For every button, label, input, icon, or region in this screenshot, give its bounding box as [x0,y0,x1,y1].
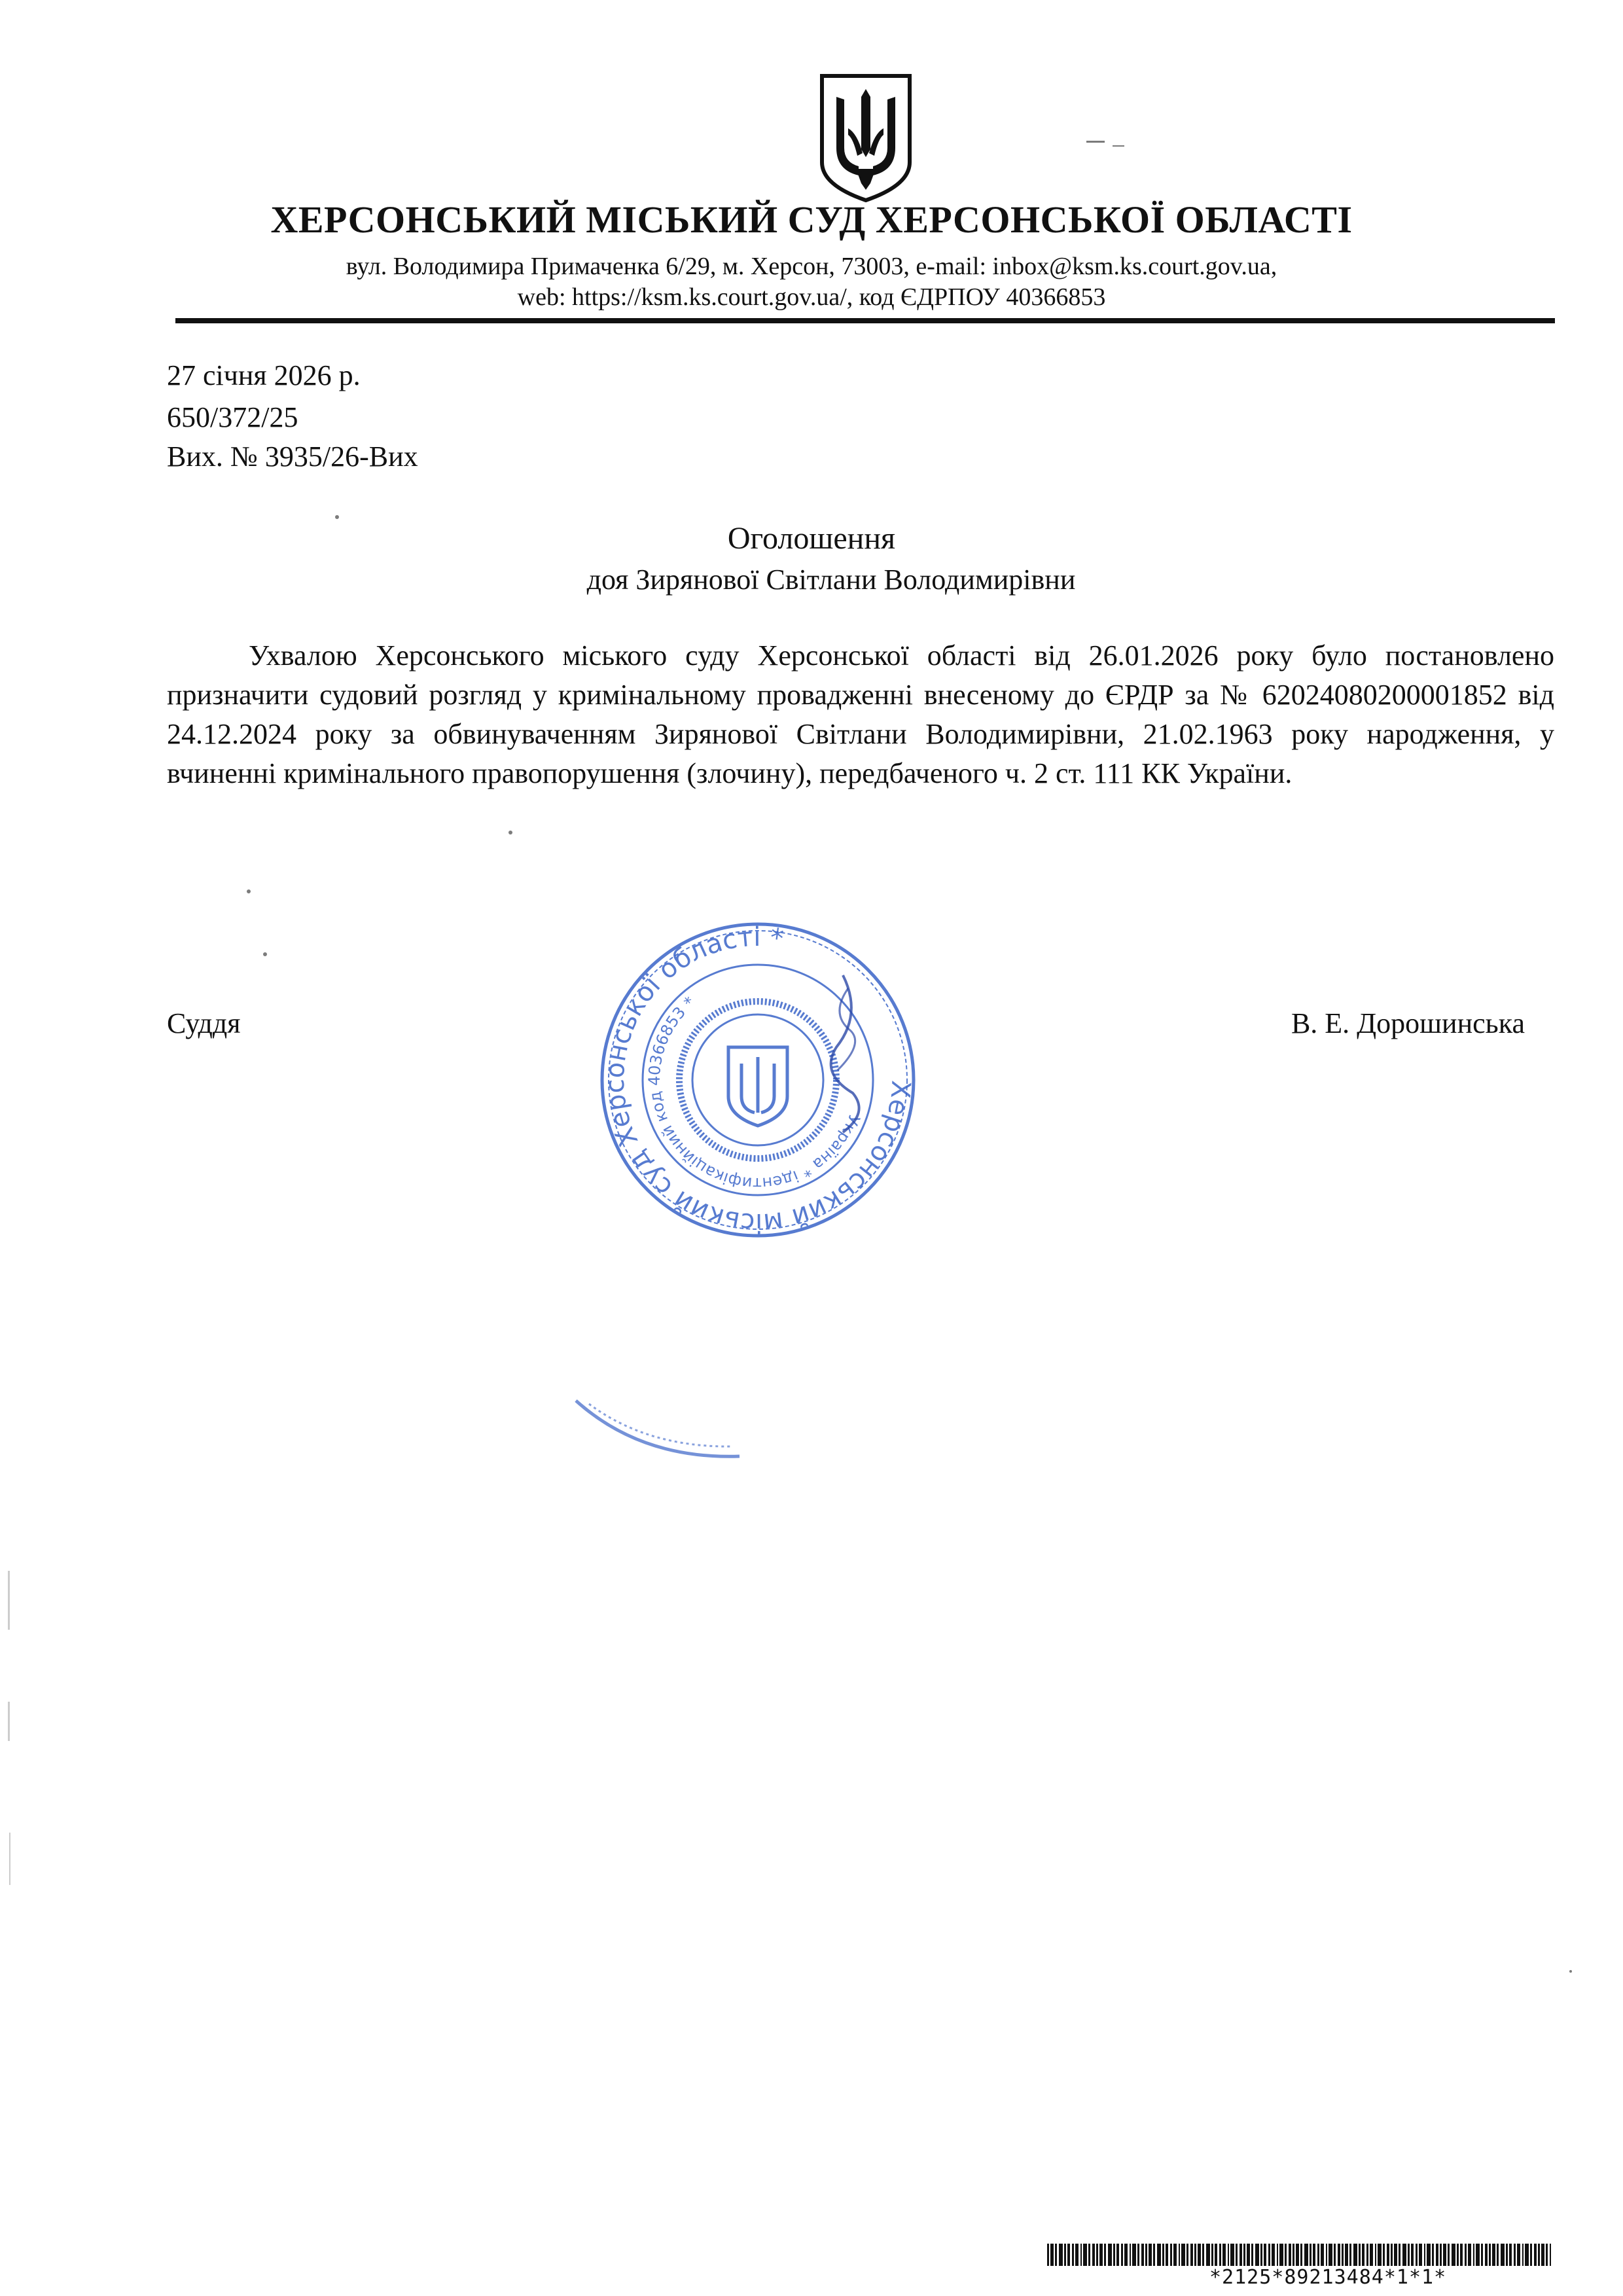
barcode-number: *2125*89213484*1*1* [1209,2266,1447,2289]
outgoing-number: Вих. № 3935/26-Вих [167,440,418,473]
svg-text:Україна * ідентифікаційний код: Україна * ідентифікаційний код 40366853 * [645,993,864,1193]
court-web-line: web: https://ksm.ks.court.gov.ua/, код ЄДРПОУ 40366853 [517,283,1106,311]
court-name-heading: ХЕРСОНСЬКИЙ МІСЬКИЙ СУД ХЕРСОНСЬКОЇ ОБЛАСТІ [270,198,1353,241]
letterhead-divider [175,318,1555,323]
court-address-line: вул. Володимира Примаченка 6/29, м. Херсон, 73003, e-mail: inbox@ksm.ks.court.gov.ua, [346,253,1277,280]
announcement-addressee: доя Зирянової Світлани Володимирівни [586,564,1076,596]
barcode [1047,2244,1551,2266]
coat-of-arms-emblem [817,71,915,205]
document-date: 27 січня 2026 р. [167,359,361,391]
announcement-title: Оголошення [727,521,896,556]
judge-name: В. Е. Дорошинська [1291,1007,1525,1039]
case-number: 650/372/25 [167,401,298,433]
announcement-body: Ухвалою Херсонського міського суду Херсонської області від 26.01.2026 року було постановлено призначити судовий розгляд у кримінальному провадженні внесеному до ЄРДР за № 62024080200001852 від 24.12.2024 року за обвинуваченням Зирянової Світлани Володимирівни, 21.02.1963 року народження, у вчиненні кримінального правопорушення (злочину), передбаченого ч. 2 ст. 111 КК України. [167,639,1554,789]
judge-role-label: Суддя [167,1007,241,1039]
faint-stamp-impression [569,1388,746,1466]
court-seal-stamp [594,916,921,1244]
svg-text:Херсонський міський суд Херсон: Херсонський міський суд Херсонської області * [599,922,916,1238]
